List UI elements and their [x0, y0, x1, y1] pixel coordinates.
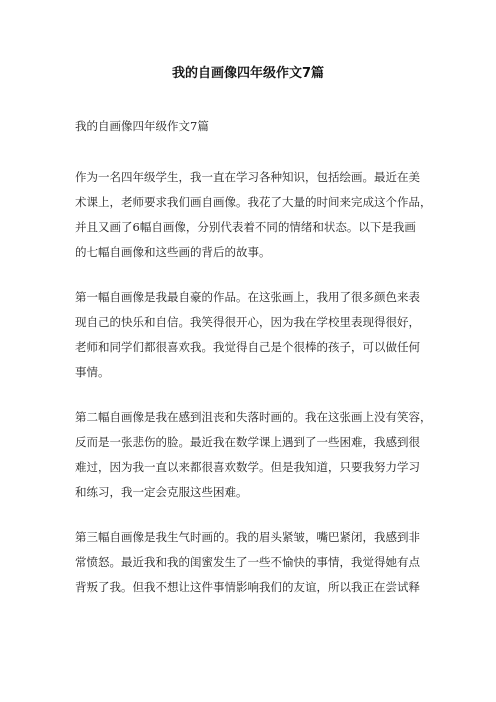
text-line: 和练习，我一定会克服这些困难。 — [75, 485, 248, 499]
paragraph-4 — [75, 525, 421, 600]
text-line: 并且又画了6幅自画像，分别代表着不同的情绪和状态。以下是我画 — [75, 220, 416, 234]
text-line: 反而是一张悲伤的脸。最近我在数学课上遇到了一些困难，我感到很 — [75, 435, 420, 449]
text-line: 现自己的快乐和自信。我笑得很开心，因为我在学校里表现得很好， — [75, 315, 420, 329]
text-line: 老师和同学们都很喜欢我。我觉得自己是个很棒的孩子，可以做任何 — [75, 340, 420, 354]
text-line: 事情。 — [75, 365, 110, 379]
text-line: 作为一名四年级学生，我一直在学习各种知识，包括绘画。最近在美 — [75, 170, 420, 184]
text-line: 第二幅自画像是我在感到沮丧和失落时画的。我在这张画上没有笑容， — [75, 410, 432, 424]
text-line: 难过，因为我一直以来都很喜欢数学。但是我知道，只要我努力学习 — [75, 460, 420, 474]
paragraph-3 — [75, 405, 432, 505]
text-line: 术课上，老师要求我们画自画像。我花了大量的时间来完成这个作品， — [75, 195, 432, 209]
document-body — [75, 165, 432, 620]
text-line: 第三幅自画像是我生气时画的。我的眉头紧皱，嘴巴紧闭，我感到非 — [75, 530, 420, 544]
text-line: 背叛了我。但我不想让这件事情影响我们的友谊，所以我正在尝试释 — [75, 580, 420, 594]
text-line: 第一幅自画像是我最自豪的作品。在这张画上，我用了很多颜色来表 — [75, 290, 420, 304]
document-title: 我的自画像四年级作文7篇 — [171, 66, 325, 81]
text-line: 常愤怒。最近我和我的闺蜜发生了一些不愉快的事情，我觉得她有点 — [75, 555, 420, 569]
paragraph-2 — [75, 285, 421, 385]
paragraph-1 — [75, 165, 432, 265]
document-subtitle: 我的自画像四年级作文7篇 — [75, 119, 209, 133]
text-line: 的七幅自画像和这些画的背后的故事。 — [75, 245, 271, 259]
